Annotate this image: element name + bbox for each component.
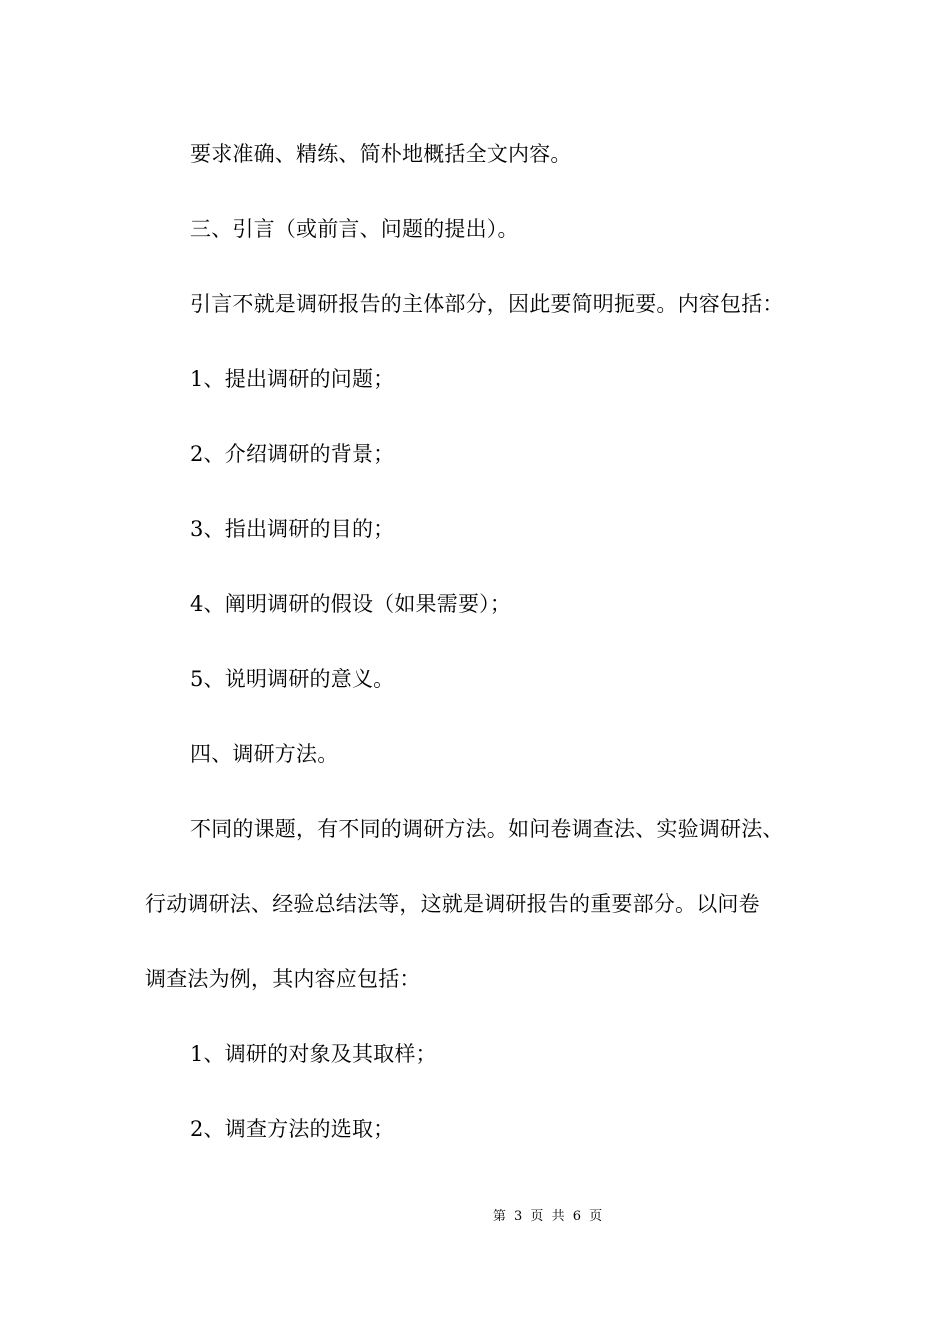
list-item: 2、调查方法的选取； [190, 1117, 395, 1141]
page-footer [0, 1208, 950, 1226]
list-item: 4、阐明调研的假设（如果需要）； [190, 592, 512, 616]
list-item: 3、指出调研的目的； [190, 517, 395, 541]
total-label: 共 [551, 1209, 565, 1224]
current-page-number: 3 [513, 1209, 523, 1224]
paragraph-line: 调查法为例，其内容应包括： [145, 967, 421, 991]
section-heading: 四、调研方法。 [190, 742, 339, 766]
paragraph-line: 要求准确、精练、简朴地概括全文内容。 [190, 142, 572, 166]
list-item: 2、介绍调研的背景； [190, 442, 395, 466]
list-item: 1、提出调研的问题； [190, 367, 395, 391]
total-label-unit: 页 [589, 1209, 603, 1224]
paragraph-line: 引言不就是调研报告的主体部分，因此要简明扼要。内容包括： [190, 292, 784, 316]
list-item: 1、调研的对象及其取样； [190, 1042, 437, 1066]
paragraph-line: 行动调研法、经验总结法等，这就是调研报告的重要部分。以问卷 [145, 892, 760, 916]
paragraph-line: 不同的课题，有不同的调研方法。如问卷调查法、实验调研法、 [190, 817, 784, 841]
page-label-unit: 页 [530, 1209, 544, 1224]
page-label-prefix: 第 [492, 1209, 506, 1224]
section-heading: 三、引言（或前言、问题的提出）。 [190, 217, 519, 241]
list-item: 5、说明调研的意义。 [190, 667, 395, 691]
total-pages-number: 6 [572, 1209, 581, 1224]
